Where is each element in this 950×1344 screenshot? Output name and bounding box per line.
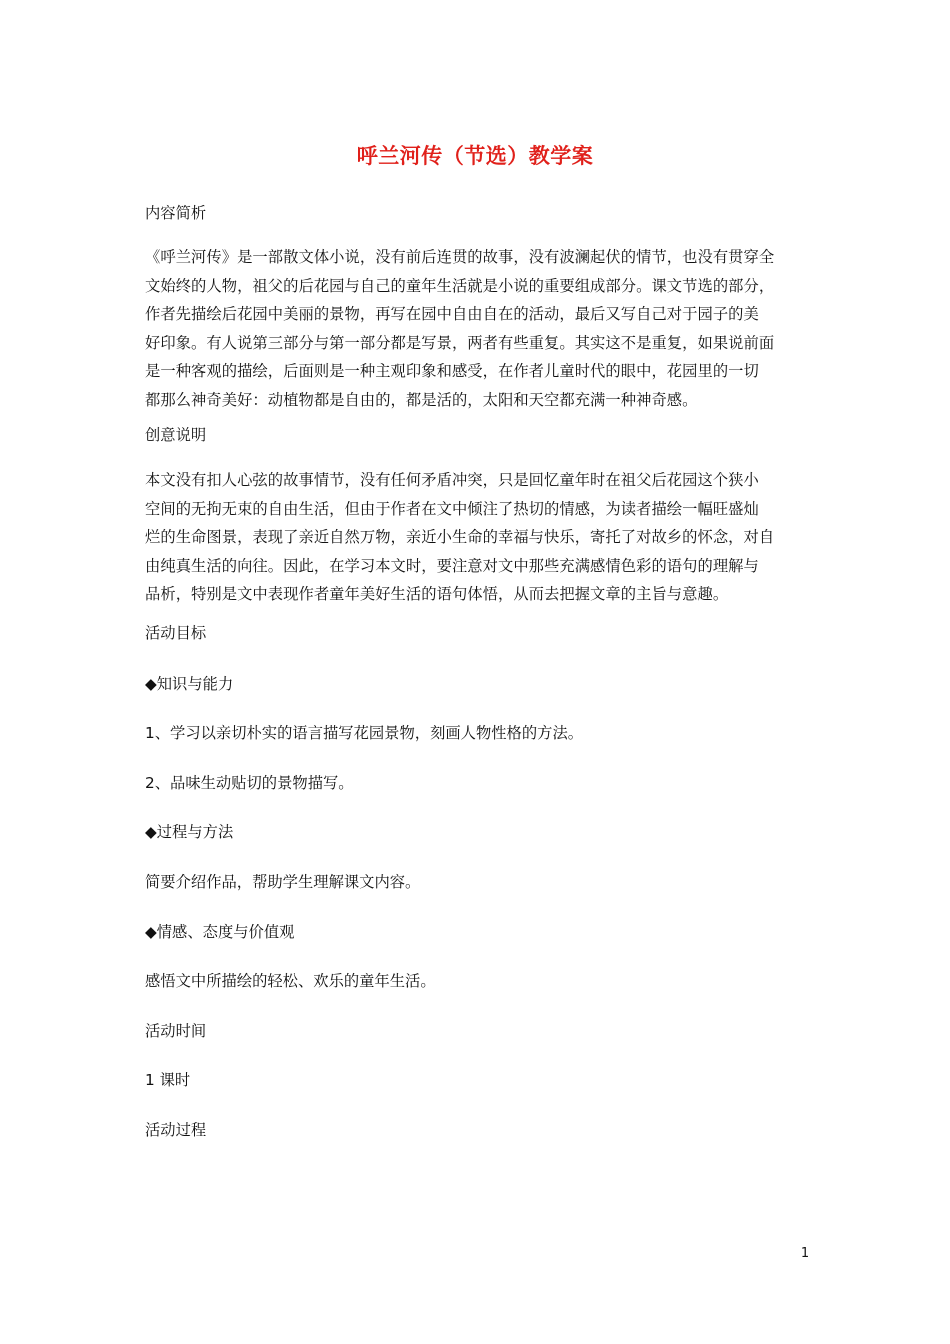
knowledge-item-1: 1、学习以亲切朴实的语言描写花园景物，刻画人物性格的方法。 — [145, 724, 584, 742]
knowledge-item-2: 2、品味生动贴切的景物描写。 — [145, 774, 354, 792]
document-title: 呼兰河传（节选）教学案 — [356, 144, 594, 168]
content-paragraph-line: 好印象。有人说第三部分与第一部分都是写景，两者有些重复。其实这不是重复，如果说前面 — [145, 333, 775, 352]
section-heading-content: 内容简析 — [145, 204, 207, 222]
content-paragraph — [145, 243, 815, 414]
subheading-emotion: ◆情感、态度与价值观 — [145, 923, 295, 941]
section-heading-creative: 创意说明 — [145, 426, 207, 444]
content-paragraph-line: 作者先描绘后花园中美丽的景物，再写在园中自由自在的活动，最后又写自己对于园子的美 — [145, 305, 759, 323]
creative-paragraph-line: 烂的生命图景，表现了亲近自然万物，亲近小生命的幸福与快乐，寄托了对故乡的怀念，对自 — [145, 528, 775, 546]
subheading-knowledge: ◆知识与能力 — [145, 675, 234, 693]
content-paragraph-line: 《呼兰河传》是一部散文体小说，没有前后连贯的故事，没有波澜起伏的情节，也没有贯穿全 — [145, 248, 775, 266]
creative-paragraph-line: 本文没有扣人心弦的故事情节，没有任何矛盾冲突，只是回忆童年时在祖父后花园这个狭小 — [145, 471, 759, 489]
creative-paragraph-line: 由纯真生活的向往。因此，在学习本文时，要注意对文中那些充满感情色彩的语句的理解与 — [145, 556, 759, 575]
emotion-text: 感悟文中所描绘的轻松、欢乐的童年生活。 — [145, 972, 436, 990]
section-heading-time: 活动时间 — [145, 1022, 207, 1040]
creative-paragraph-line: 空间的无拘无束的自由生活，但由于作者在文中倾注了热切的情感，为读者描绘一幅旺盛灿 — [145, 499, 759, 518]
process-text: 简要介绍作品，帮助学生理解课文内容。 — [145, 873, 421, 891]
creative-paragraph — [145, 466, 815, 609]
content-paragraph-line: 是一种客观的描绘，后面则是一种主观印象和感受，在作者儿童时代的眼中，花园里的一切 — [145, 362, 759, 380]
time-text: 1 课时 — [145, 1071, 191, 1089]
page-number: 1 — [800, 1246, 810, 1261]
section-heading-procedure: 活动过程 — [145, 1121, 207, 1139]
content-paragraph-line: 都那么神奇美好：动植物都是自由的，都是活的，太阳和天空都充满一种神奇感。 — [145, 390, 698, 409]
content-paragraph-line: 文始终的人物，祖父的后花园与自己的童年生活就是小说的重要组成部分。课文节选的部分， — [145, 276, 775, 295]
creative-paragraph-line: 品析，特别是文中表现作者童年美好生活的语句体悟，从而去把握文章的主旨与意趣。 — [145, 585, 729, 603]
subheading-process: ◆过程与方法 — [145, 823, 234, 841]
section-heading-goals: 活动目标 — [145, 624, 207, 642]
